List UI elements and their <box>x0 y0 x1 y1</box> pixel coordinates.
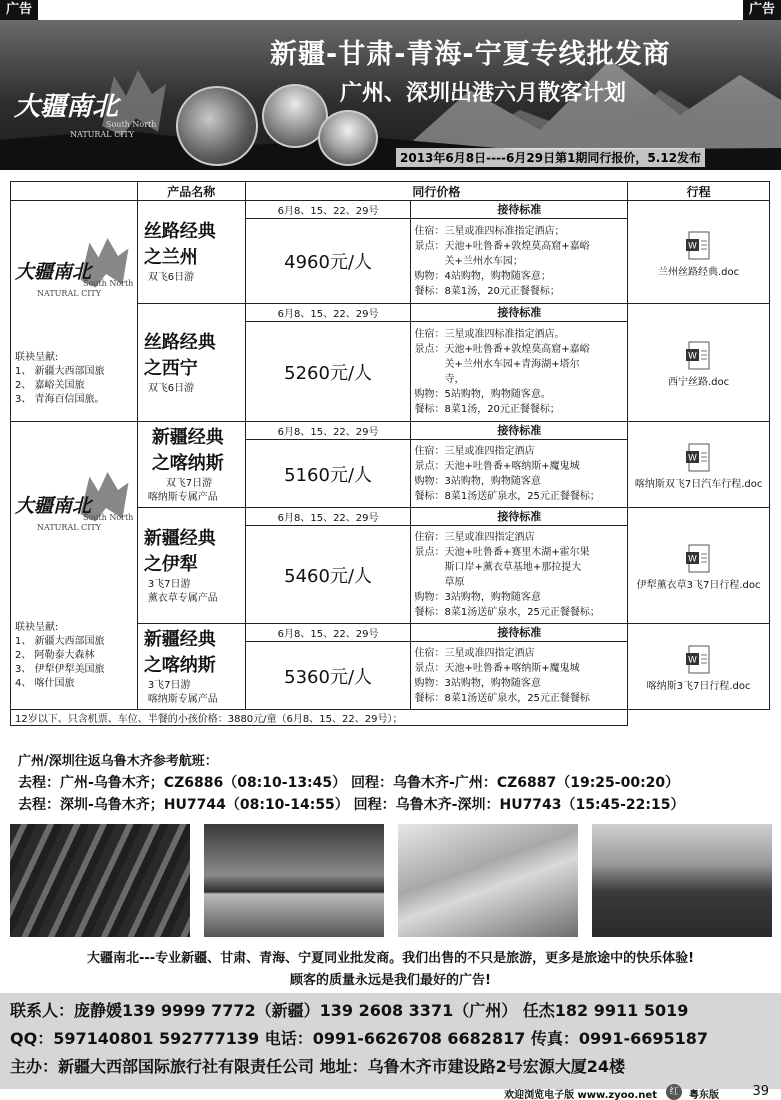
contact-persons: 联系人：庞静媛139 9999 7772（新疆）139 2608 3371（广州） 任杰182 9911 5019 <box>10 1001 689 1020</box>
logo-mark: 大疆南北 <box>15 261 92 283</box>
header-itinerary: 行程 <box>628 182 770 201</box>
joint-title: 联袂呈献: <box>15 621 59 633</box>
std-line: 景点：天池+吐鲁番+赛里木湖+霍尔果 <box>414 546 590 558</box>
header-blank <box>11 182 138 201</box>
photo-circle-1 <box>176 86 258 166</box>
child-price-text: 12岁以下、只含机票、车位、半餐的小孩价格：3880元/童（6月8、15、22、29号）； <box>11 710 628 726</box>
logo-sub2: NATURAL CITY <box>37 289 101 298</box>
product-note: 薰衣草专属产品 <box>147 592 218 604</box>
price-cell: 5160元/人 <box>245 440 411 508</box>
joint-item: 4、 喀什国旅 <box>15 677 75 689</box>
std-line: 住宿：三星或准四指定酒店 <box>414 531 535 543</box>
word-doc-icon[interactable] <box>685 544 713 574</box>
product-name-cell <box>137 422 245 508</box>
word-doc-icon[interactable] <box>685 443 713 473</box>
std-cell <box>411 219 628 304</box>
itinerary-doc-link[interactable]: 西宁丝路.doc <box>668 377 730 388</box>
departure-dates: 6月8、15、22、29号 <box>245 304 411 322</box>
std-header: 接待标准 <box>411 304 628 322</box>
logo-mark: 大疆南北 <box>15 494 92 517</box>
std-line: 寺， <box>444 373 465 385</box>
product-name-line1: 新疆经典 <box>151 426 224 448</box>
itinerary-cell[interactable] <box>628 508 770 624</box>
std-cell <box>411 322 628 422</box>
product-name-cell <box>137 508 245 624</box>
header-price: 同行价格 <box>245 182 627 201</box>
agent-cell-group-1 <box>11 201 138 422</box>
contact-bar <box>0 993 781 1089</box>
banner-title: 新疆-甘肃-青海-宁夏专线批发商 <box>270 39 671 70</box>
product-name-line1: 丝路经典 <box>143 221 216 242</box>
svg-text:W: W <box>687 655 697 666</box>
itinerary-doc-link[interactable]: 喀纳斯双飞7日汽车行程.doc <box>634 479 763 490</box>
joint-item: 2、 阿勒泰大森林 <box>15 649 95 661</box>
std-cell <box>411 440 628 508</box>
product-note: 喀纳斯专属产品 <box>147 491 218 503</box>
std-line: 斯口岸+薰衣草基地+那拉提大 <box>444 561 582 573</box>
product-note: 双飞6日游 <box>147 382 195 394</box>
svg-text:W: W <box>687 241 697 251</box>
itinerary-doc-link[interactable]: 伊犁薰衣草3飞7日行程.doc <box>636 580 761 591</box>
std-line: 草原 <box>444 576 465 588</box>
std-line: 餐标：8菜1汤送矿泉水，25元正餐餐标； <box>414 490 600 502</box>
footer-edition: 粤东版 <box>689 1090 719 1100</box>
photo-strip <box>0 824 781 937</box>
table-row <box>11 422 770 440</box>
itinerary-doc-link[interactable]: 兰州丝路经典.doc <box>658 266 740 278</box>
std-header: 接待标准 <box>411 624 628 642</box>
std-line: 景点：天池+吐鲁番+喀纳斯+魔鬼城 <box>414 460 580 472</box>
header-banner <box>0 20 781 170</box>
std-line: 餐标：8菜1汤送矿泉水，25元正餐餐标； <box>414 606 600 618</box>
logo-sub1: South North <box>83 512 134 522</box>
footer-text: 欢迎浏览电子版 www.zyoo.net <box>504 1090 657 1100</box>
contact-organizer: 主办：新疆大西部国际旅行社有限责任公司 地址：乌鲁木齐市建设路2号宏源大厦24楼 <box>10 1057 625 1076</box>
std-header: 接待标准 <box>411 201 628 219</box>
std-line: 购物：3站购物，购物随客意 <box>414 677 541 689</box>
departure-dates: 6月8、15、22、29号 <box>245 624 411 642</box>
brand-logo-table <box>11 441 137 551</box>
header-product-name: 产品名称 <box>137 182 245 201</box>
std-line: 餐标：8菜1汤，20元正餐餐标； <box>414 403 560 415</box>
logo-sub1: South North <box>83 279 134 288</box>
std-line: 景点：天池+吐鲁番+喀纳斯+魔鬼城 <box>414 662 580 674</box>
std-line: 购物：3站购物，购物随客意 <box>414 475 541 487</box>
product-name-cell <box>137 304 245 422</box>
table-header-row <box>11 182 770 201</box>
product-note: 双飞7日游 <box>165 477 213 489</box>
product-name-line1: 新疆经典 <box>143 628 216 650</box>
brand-logo-table <box>11 215 137 311</box>
std-line: 餐标：8菜1汤，20元正餐餐标； <box>414 285 560 297</box>
departure-dates: 6月8、15、22、29号 <box>245 422 411 440</box>
page-number: 39 <box>752 1084 769 1099</box>
product-name-line2: 之兰州 <box>143 247 198 268</box>
product-name-line2: 之喀纳斯 <box>151 452 224 474</box>
std-line: 关+兰州水车园； <box>444 255 523 267</box>
word-doc-icon[interactable] <box>685 231 713 261</box>
table-row <box>11 201 770 219</box>
product-note: 3飞7日游 <box>147 679 191 691</box>
departure-dates: 6月8、15、22、29号 <box>245 201 411 219</box>
contact-qq-phone: QQ：597140801 592777139 电话：0991-6626708 6682817 传真：0991-6695187 <box>10 1029 709 1048</box>
joint-title: 联袂呈献: <box>15 352 59 363</box>
product-note: 3飞7日游 <box>147 578 191 590</box>
std-cell <box>411 526 628 624</box>
std-line: 购物：4站购物，购物随客意； <box>414 270 551 282</box>
product-name-cell <box>137 624 245 710</box>
itinerary-cell[interactable] <box>628 201 770 304</box>
photo-desert-camels <box>398 824 578 937</box>
price-cell: 5360元/人 <box>245 642 411 710</box>
product-note: 喀纳斯专属产品 <box>147 693 218 705</box>
std-line: 购物：3站购物，购物随客意 <box>414 591 541 603</box>
product-price-table <box>10 181 770 726</box>
itinerary-cell[interactable] <box>628 422 770 508</box>
page-footer <box>0 1083 781 1100</box>
logo-mark: 大疆南北 <box>14 92 119 122</box>
std-line: 购物：5站购物，购物随客意。 <box>414 388 551 400</box>
agent-cell-group-2 <box>11 422 138 710</box>
std-line: 景点：天池+吐鲁番+敦煌莫高窟+嘉峪 <box>414 343 590 355</box>
joint-item: 3、 青海百信国旅。 <box>15 394 105 405</box>
std-line: 关+兰州水车园+青海湖+塔尔 <box>444 358 580 370</box>
photo-kebabs <box>10 824 190 937</box>
banner-subtitle: 广州、深圳出港六月散客计划 <box>340 81 627 106</box>
photo-circle-3 <box>318 110 378 166</box>
product-name-cell <box>137 201 245 304</box>
product-note: 双飞6日游 <box>147 272 195 283</box>
price-cell: 5460元/人 <box>245 526 411 624</box>
svg-text:W: W <box>687 351 697 362</box>
photo-poplar-trees <box>204 824 384 937</box>
itinerary-cell[interactable] <box>628 624 770 710</box>
banner-dateline: 2013年6月8日----6月29日第1期同行报价，5.12发布 <box>396 148 705 167</box>
std-cell <box>411 642 628 710</box>
svg-text:W: W <box>687 453 697 464</box>
product-name-line2: 之西宁 <box>143 357 198 379</box>
std-header: 接待标准 <box>411 508 628 526</box>
svg-text:W: W <box>687 554 697 565</box>
price-cell: 5260元/人 <box>245 322 411 422</box>
logo-sub1: South North <box>106 120 157 129</box>
flight-heading: 广州/深圳往返乌鲁木齐参考航班： <box>18 754 218 769</box>
joint-presenters <box>11 351 137 407</box>
joint-item: 1、 新疆大西部国旅 <box>15 635 105 647</box>
product-name-line1: 新疆经典 <box>143 527 216 549</box>
product-name-line1: 丝路经典 <box>143 331 216 353</box>
std-line: 住宿：三星或准四标准指定酒店。 <box>414 328 565 340</box>
product-name-line2: 之喀纳斯 <box>143 654 216 676</box>
ad-label-left: 广告 <box>0 0 38 20</box>
joint-item: 3、 伊犁伊犁美国旅 <box>15 663 105 675</box>
std-line: 餐标：8菜1汤送矿泉水，25元正餐餐标 <box>414 692 590 704</box>
footer-badge: 红 <box>666 1084 682 1100</box>
joint-item: 1、 新疆大西部国旅 <box>15 366 105 377</box>
product-name-line2: 之伊犁 <box>143 553 198 575</box>
itinerary-cell[interactable] <box>628 304 770 422</box>
child-price-row <box>11 710 770 726</box>
flight-info <box>18 752 768 816</box>
std-line: 住宿：三星或准四指定酒店 <box>414 647 535 659</box>
departure-dates: 6月8、15、22、29号 <box>245 508 411 526</box>
photo-dancers <box>592 824 772 937</box>
joint-item: 2、 嘉峪关国旅 <box>15 380 85 391</box>
std-line: 住宿：三星或准四标准指定酒店； <box>414 225 565 237</box>
ad-label-right: 广告 <box>743 0 781 20</box>
slogan-line2: 顾客的质量永远是我们最好的广告! <box>290 973 491 988</box>
flight-line: 去程：深圳-乌鲁木齐；HU7744（08:10-14:55） 回程：乌鲁木齐-深圳：HU7743（15:45-22:15） <box>18 797 685 813</box>
price-cell: 4960元/人 <box>245 219 411 304</box>
word-doc-icon[interactable] <box>685 645 713 675</box>
slogan-line1: 大疆南北---专业新疆、甘肃、青海、宁夏同业批发商。我们出售的不只是旅游，更多是旅途中的快乐体验! <box>86 951 695 966</box>
brand-logo <box>14 78 164 138</box>
logo-sub2: NATURAL CITY <box>70 130 134 139</box>
flight-line: 去程：广州-乌鲁木齐；CZ6886（08:10-13:45） 回程：乌鲁木齐-广州：CZ6887（19:25-00:20） <box>18 775 680 791</box>
std-header: 接待标准 <box>411 422 628 440</box>
joint-presenters <box>11 621 137 691</box>
word-doc-icon[interactable] <box>685 341 713 371</box>
std-line: 景点：天池+吐鲁番+敦煌莫高窟+嘉峪 <box>414 240 590 252</box>
std-line: 住宿：三星或准四指定酒店 <box>414 445 535 457</box>
itinerary-doc-link[interactable]: 喀纳斯3飞7日行程.doc <box>646 681 751 692</box>
logo-sub2: NATURAL CITY <box>37 522 101 532</box>
